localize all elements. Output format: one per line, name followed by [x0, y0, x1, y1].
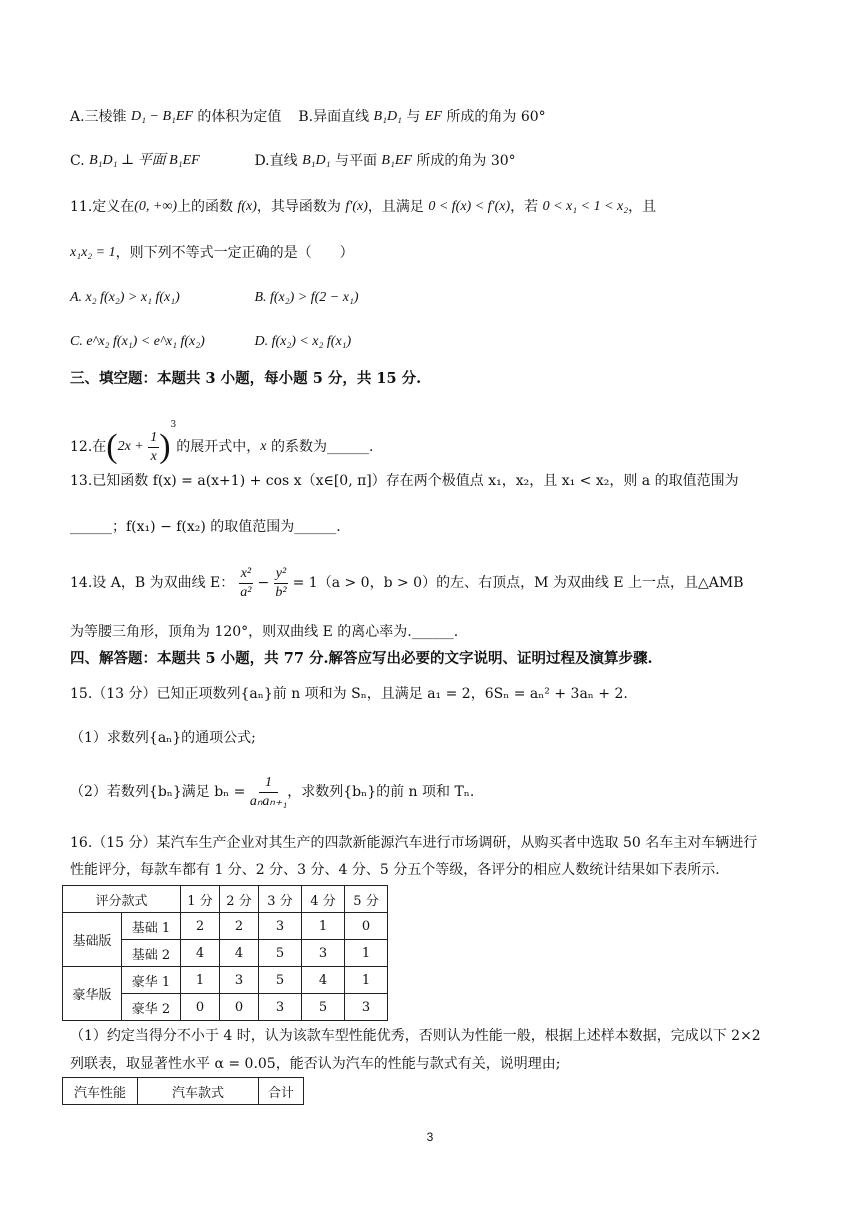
q14-fraction-x: $\frac{\text{x²}}{\text{a²}}$: [240, 565, 252, 600]
q10-option-c: C. B₁D₁ ⊥ 平面 B₁EF: [70, 153, 200, 169]
q11-options-cd: [70, 332, 351, 352]
page-number: 3: [426, 1130, 434, 1144]
table-row: 基础版 基础 1 2 2 3 1 0: [63, 913, 388, 940]
q10-option-d: D.直线 B₁D₁ 与平面 B₁EF 所成的角为 30°: [254, 153, 516, 169]
q14-line2: 为等腰三角形，顶角为 120°，则双曲线 E 的离心率为.______.: [70, 624, 459, 640]
q16-line2: 性能评分，每款车都有 1 分、2 分、3 分、4 分、5 分五个等级，各评分的相应人数统计结果如下表所示.: [70, 862, 720, 878]
table-row: 豪华 2 0 0 3 5 3: [63, 994, 388, 1021]
left-paren: (: [106, 428, 118, 465]
q13-line2: ______；f(x₁) − f(x₂) 的取值范围为______.: [70, 519, 341, 535]
table-row: 基础 2 4 4 5 3 1: [63, 940, 388, 967]
q10-options-cd: [70, 151, 516, 171]
q15-part2: （2）若数列{bₙ}满足 bₙ = $\frac{1}{\text{aₙaₙ₊₁}}$ ，求数列{bₙ}的前 n 项和 Tₙ.: [70, 774, 475, 809]
q16-part1-line2: 列联表，取显著性水平 α = 0.05，能否认为汽车的性能与款式有关，说明理由;: [70, 1056, 561, 1072]
section-4-heading: 四、解答题：本题共 5 小题，共 77 分.解答应写出必要的文字说明、证明过程及演算步骤.: [70, 650, 653, 667]
q11-option-d: D. f(x₂) < x₂ f(x₁): [254, 334, 352, 349]
q10-option-a: A.三棱锥 D₁ − B₁EF 的体积为定值: [70, 109, 282, 125]
score-table: [62, 885, 388, 1021]
q11-option-b: B. f(x₂) > f(2 − x₁): [254, 290, 359, 305]
q10-option-b: B.异面直线 B₁D₁ 与 EF 所成的角为 60°: [298, 109, 546, 125]
contingency-table: [62, 1077, 304, 1105]
q12: 12.在(2x + $\frac{1}{x}$ )$^3$的展开式中，x 的系数为______.: [70, 420, 374, 465]
q16-line1: 16.（15 分）某汽车生产企业对其生产的四款新能源汽车进行市场调研，从购买者中选取 50 名车主对车辆进行: [70, 835, 758, 851]
q14-line1: 14.设 A，B 为双曲线 E： $\frac{\text{x²}}{\text{a²}}$ − $\frac{\text{y²}}{\text{b²}}$ = 1（a > 0，b > 0）的左、右顶点，M 为双曲线 E 上一点，且△AMB: [70, 565, 744, 600]
q13-line1: 13.已知函数 f(x) = a(x+1) + cos x（x∈[0, π]）存在两个极值点 x₁，x₂，且 x₁ < x₂，则 a 的取值范围为: [70, 473, 739, 489]
q11-option-c: C. e^x₂ f(x₁) < e^x₁ f(x₂): [70, 334, 205, 349]
q12-fraction: $\frac{1}{x}$: [150, 429, 158, 464]
q16-part1-line1: （1）约定当得分不小于 4 时，认为该款车型性能优秀，否则认为性能一般，根据上述样本数据，完成以下 2×2: [70, 1028, 761, 1044]
table-header-row: 评分款式 1 分 2 分 3 分 4 分 5 分: [63, 886, 388, 913]
q15-stem: 15.（13 分）已知正项数列{aₙ}前 n 项和为 Sₙ，且满足 a₁ = 2，6Sₙ = aₙ² + 3aₙ + 2.: [70, 686, 628, 702]
q10-options-ab: [70, 107, 546, 127]
table-header-row: 汽车性能 汽车款式 合计: [63, 1078, 304, 1105]
q11-stem-line1: 11.定义在(0, +∞)上的函数 f(x)，其导函数为 f′(x)，且满足 0 < f(x) < f′(x)，若 0 < x₁ < 1 < x₂，且: [70, 199, 657, 215]
q15-part1: （1）求数列{aₙ}的通项公式;: [70, 730, 256, 746]
q15-fraction: $\frac{1}{\text{aₙaₙ₊₁}}$: [249, 774, 288, 809]
q11-stem-line2: x₁x₂ = 1，则下列不等式一定正确的是（ ）: [70, 245, 354, 261]
right-paren: ): [159, 428, 171, 465]
table-row: 豪华版 豪华 1 1 3 5 4 1: [63, 967, 388, 994]
q14-fraction-y: $\frac{\text{y²}}{\text{b²}}$: [275, 565, 287, 600]
q11-option-a: A. x₂ f(x₂) > x₁ f(x₁): [70, 290, 180, 305]
q11-options-ab: [70, 288, 359, 308]
section-3-heading: 三、填空题：本题共 3 小题，每小题 5 分，共 15 分.: [70, 370, 422, 387]
